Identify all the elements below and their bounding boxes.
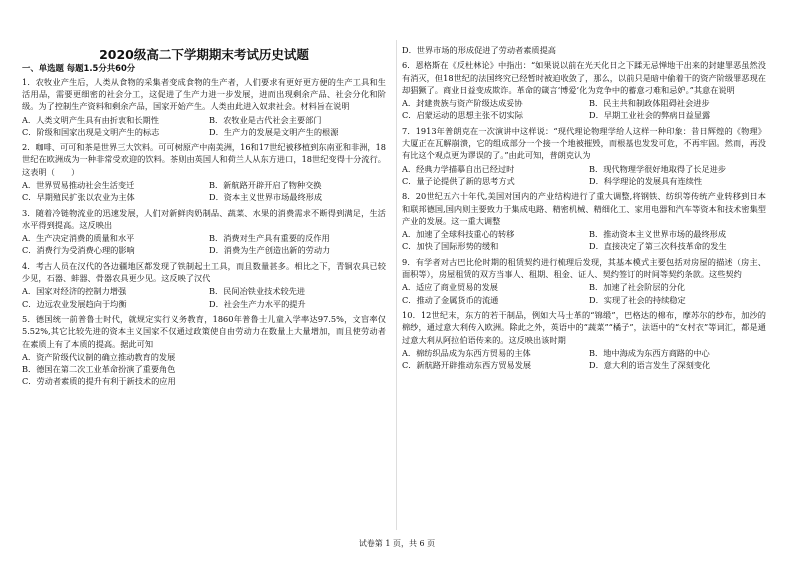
right-column [402,43,766,374]
question [402,125,766,187]
answer-option: B．消费对生产具有重要的反作用 [209,233,330,244]
option-list [22,285,386,310]
answer-option: A．资产阶级代议制的确立推动教育的发展 [22,351,176,362]
option-list [402,347,766,372]
answer-option: B．新航路开辟开启了物种交换 [209,179,322,190]
question [402,309,766,371]
answer-option: D．意大利的语言发生了深刻变化 [589,360,711,371]
left-column [22,62,386,391]
answer-option: B．农牧业是古代社会主要部门 [209,114,322,125]
answer-option: A．生产决定消费的质量和水平 [22,233,135,244]
question-stem: 3．随着冷链物流业的迅速发展，人们对新鲜肉奶制品、蔬菜、水果的消费需求不断得到满足，生活水平得到提高。这反映出 [22,207,386,230]
question-stem: 6．恩格斯在《反杜林论》中指出：“如果说以前在光天化日之下蹂无忌惮地干出来的封建罪恶虽然没有消灭，但18世纪的法国终究已经暂时被迫收敛了，那么，以前只是暗中偷着干的资产阶级罪恶现在却猖獗了。商业日益变成欺诈。革命的箴言‘博爱’化为竞争中的蓄意刁难和忌妒。”其意在说明 [402,60,766,95]
answer-option: B．加速了社会阶层的分化 [589,282,686,293]
answer-option: C．量子论提供了新的思考方式 [402,175,515,186]
answer-option: A．人类文明产生具有由折衷和长期性 [22,114,159,125]
option-list [402,97,766,122]
left-question-list [22,76,386,388]
option-list [402,163,766,188]
answer-option: C．阶级和国家出现是文明产生的标志 [22,126,160,137]
question [22,141,386,203]
question-stem: 7．1913年普朗克在一次演讲中这样说：“现代理论物理学给人这样一种印象：昔日辉煌的《物理》大厦正在瓦解崩溃，它的组成部分一个接一个地被摧毁，而根基也发发可危，不再牢固。然而，再没有比这个观点更为谬误的了。”由此可知，普朗克认为 [402,125,766,161]
question-stem: 8．20世纪五六十年代,美国对国内的产业结构进行了重大调整,将钢铁、纺织等传统产业转移到日本和联邦德国,国内则主要致力于集成电路、精密机械、精细化工、家用电器和汽车等资本和技术密集型产业的发展。这一重大调整 [402,191,766,226]
question [22,207,386,257]
answer-option: A．适应了商业贸易的发展 [402,282,498,293]
answer-option: B．德国在第二次工业革命扮演了重要角色 [22,364,176,375]
option-list [402,228,766,253]
section-heading: 一、单选题 每题1.5分共60分 [22,63,136,73]
option-list [22,351,386,388]
question-stem: 1．农牧业产生后，人类从食物的采集者变成食物的生产者，人们要求有更好更方便的生产工具和生活用品，需要更细密的社会分工，这促进了生产力进一步发展，进而出现剩余产品、社会分化和阶级。为了控制生产资料和剩余产品，国家开始产生。人类由此进入奴隶社会。材料旨在说明 [22,76,386,112]
answer-option: B．地中海成为东西方商路的中心 [589,347,710,358]
option-list [22,114,386,139]
question-stem: 2．咖啡、可可和茶是世界三大饮料。可可树原产中南美洲，16和17世纪被移植到东南亚和非洲，18世纪在欧洲成为一种非常受欢迎的饮料。茶则由英国人和荷兰人从东方进口，18世纪变得十分流行。这表明（ ） [22,142,386,177]
option-list [22,232,386,257]
answer-option: B．民主共和制政体阻碍社会进步 [589,98,710,109]
question [22,76,386,138]
option-list [402,44,766,56]
answer-option: D．科学理论的发展具有连续性 [589,175,703,186]
question [402,190,766,252]
answer-option: B．现代物理学很好地取得了长足进步 [589,163,727,174]
answer-option: A．封建贵族与资产阶级达成妥协 [402,98,523,109]
question-stem: 5．德国统一前普鲁士时代，就规定实行义务教育，1860年普鲁士儿童入学率达97.5%，文盲率仅5.52%,其它比较先进的资本主义国家不仅通过政策使自由劳动力在数量上大量增加，而且使劳动者在素质上有了本质的提高。据此可知 [22,313,386,349]
answer-option: A．加速了全球科技重心的转移 [402,229,515,240]
answer-option: D．世界市场的形成促进了劳动者素质提高 [402,45,556,55]
question [22,260,386,310]
question-stem: 9．有学者对古巴比伦时期的租赁契约进行梳理后发现，其基本模式主要包括对房屋的描述（房主、面积等），房屋租赁的双方当事人、租期、租金、证人、契约签订的时间等契约条款。这些契约 [402,256,766,280]
answer-option: D．社会生产力水平的提升 [209,298,306,309]
answer-option: C．启蒙运动的思想主张不切实际 [402,110,523,121]
answer-option: D．实现了社会的持续稳定 [589,294,686,305]
answer-option: D．早期工业社会的弊病日益显露 [589,110,711,121]
answer-option: C．劳动者素质的提升有利于新技术的应用 [22,376,176,387]
option-list [402,281,766,306]
answer-option: D．资本主义世界市场最终形成 [209,192,323,203]
column-divider [396,40,397,530]
answer-option: A．棉纺织品成为东西方贸易的主体 [402,347,531,358]
answer-option: D．生产力的发展是文明产生的根源 [209,126,339,137]
question [402,256,766,306]
page-title: 2020级高二下学期期末考试历史试题 [99,47,309,62]
answer-option: D．消费为生产创造出新的劳动力 [209,245,331,256]
question [402,44,766,56]
answer-option: B．推动资本主义世界市场的最终形成 [589,229,727,240]
answer-option: A．国家对经济的控制力增强 [22,286,127,297]
page-footer: 试卷第 1 页，共 6 页 [358,539,436,548]
answer-option: C．边远农业发展趋向于均衡 [22,298,127,309]
answer-option: A．经典力学描摹自出已经过时 [402,163,515,174]
answer-option: C．早期殖民扩张以农业为主体 [22,192,135,203]
option-list [22,179,386,204]
right-question-list [402,44,766,371]
answer-option: C．消费行为受消费心理的影响 [22,245,135,256]
answer-option: C．推动了金属货币的流通 [402,294,499,305]
question-stem: 4．考古人员在汉代的各边疆地区都发现了铁制起土工具，而且数量甚多。相比之下，青铜农具已较少见，石器、蚌器、骨器农具更少见。这反映了汉代 [22,260,386,284]
answer-option: D．直接决定了第三次科技革命的发生 [589,241,727,252]
answer-option: C．加快了国际形势的缓和 [402,241,499,252]
question [402,59,766,121]
answer-option: B．民间冶铁业技术较先进 [209,286,306,297]
answer-option: A．世界贸易推动社会生活变迁 [22,179,135,190]
question [22,313,386,388]
answer-option: C．新航路开辟推动东西方贸易发展 [402,360,532,371]
question-stem: 10．12世纪末，东方的若干制品，例如大马士革的“锦缎”，巴格达的棉布，摩苏尔的纱布，加沙的棉纱，通过意大利传入欧洲。除此之外，英语中的“蔬菜”“橘子”，法语中的“女村衣”等词汇，都是通过意大利从阿拉伯语传来的。这反映出该时期 [402,309,766,345]
